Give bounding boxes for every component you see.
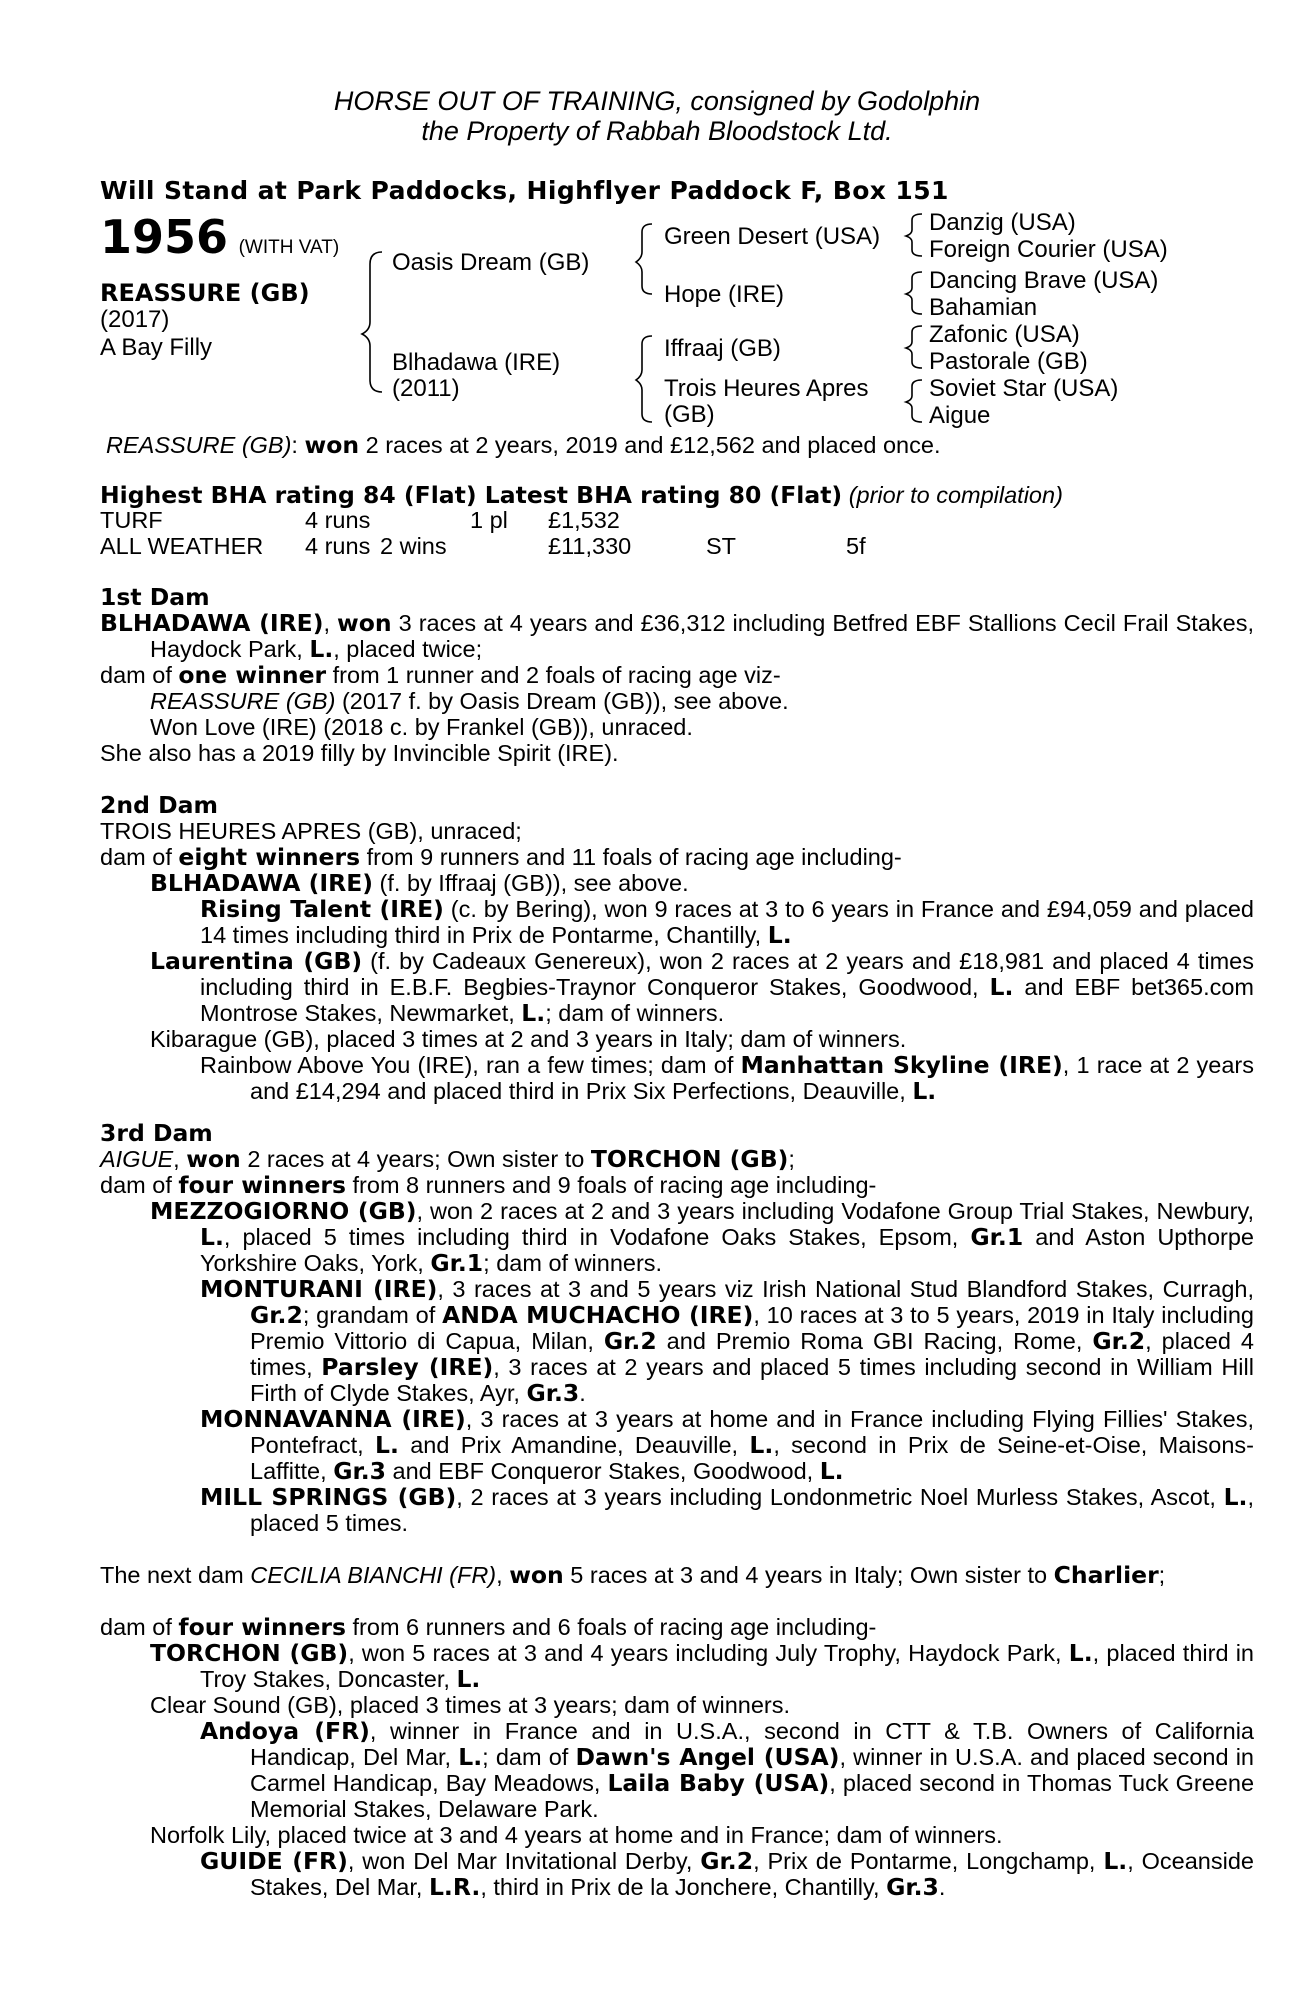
ped-dam-dam-line2: (GB) [664,401,715,428]
bracket-gs2 [906,272,922,314]
ped-dss: Zafonic (USA) [929,321,1080,348]
summary-horse-name: REASSURE (GB) [106,432,292,458]
dam2-entry-5: Rainbow Above You (IRE), ran a few times; dam of Manhattan Skyline (IRE), 1 race at 2 years and £14,294 and placed third in Prix Six Perfections, Deauville, L. [200,1051,1255,1105]
record-aw-distance: 5f [846,533,866,559]
dam4-entry-1: TORCHON (GB), won 5 races at 3 and 4 years including July Trophy, Haydock Park, L., placed third in Troy Stakes, Doncaster, L. [150,1639,1254,1693]
bha-rating: Highest BHA rating 84 (Flat) Latest BHA rating 80 (Flat) (prior to compilation) [100,481,1063,509]
ped-ddd: Aigue [929,402,991,429]
ped-sire-dam: Hope (IRE) [664,281,785,308]
bracket-main [362,252,382,392]
ped-sire: Oasis Dream (GB) [392,249,590,276]
header-line-1: HORSE OUT OF TRAINING, consigned by Godolphin [333,86,981,116]
dam3-heading: 3rd Dam [100,1119,213,1147]
dam2-heading: 2nd Dam [100,791,218,819]
dam3-entry-4: MILL SPRINGS (GB), 2 races at 3 years including Londonmetric Noel Murless Stakes, Ascot, L., placed 5 times. [200,1483,1254,1536]
dam4-entry-4: Norfolk Lily, placed twice at 3 and 4 years at home and in France; dam of winners. [150,1822,1003,1848]
record-aw-going: ST [706,533,737,559]
record-turf-money: £1,532 [548,507,620,533]
ped-dam-dam-line1: Trois Heures Apres [664,375,869,402]
lot-sex: A Bay Filly [100,334,213,361]
stand-location: Will Stand at Park Paddocks, Highflyer Paddock F, Box 151 [100,176,949,205]
dam1-note: She also has a 2019 filly by Invincible Spirit (IRE). [100,740,619,766]
race-summary: REASSURE (GB): won 2 races at 2 years, 2019 and £12,562 and placed once. [106,431,941,459]
dam1-heading: 1st Dam [100,583,210,611]
record-aw-label: ALL WEATHER [100,533,264,559]
dam2-entry-3: Laurentina (GB) (f. by Cadeaux Genereux), won 2 races at 2 years and £18,981 and placed 4 times including third in E.B.F. Begbies-Traynor Conqueror Stakes, Goodwood, L. and EBF bet365.com Montrose Stakes, Newmarket, L.; dam of winners. [150,947,1254,1027]
dam4-entry-2: Clear Sound (GB), placed 3 times at 3 years; dam of winners. [150,1692,791,1718]
dam2-entry-2: Rising Talent (IRE) (c. by Bering), won 9 races at 3 to 6 years in France and £94,059 and placed 14 times including third in Prix de Pontarme, Chantilly, L. [200,895,1254,949]
record-turf-runs: 4 runs [305,507,371,533]
pedigree-brackets [0,0,1314,440]
dam2-entry-1: BLHADAWA (IRE) (f. by Iffraaj (GB)), see above. [150,869,689,897]
dam3-line1: AIGUE, won 2 races at 4 years; Own sister to TORCHON (GB); [100,1145,795,1173]
record-aw-wins: 2 wins [380,533,447,559]
ped-dds: Soviet Star (USA) [929,375,1119,402]
ped-dam-sire: Iffraaj (GB) [664,335,781,362]
dam1-foal-1: REASSURE (GB) (2017 f. by Oasis Dream (GB)), see above. [150,688,789,714]
vat-note: (WITH VAT) [238,237,340,258]
bracket-sire [636,224,652,294]
dam3-entry-3: MONNAVANNA (IRE), 3 races at 3 years at home and in France including Flying Fillies' Stakes, Pontefract, L. and Prix Amandine, Deauville, L., second in Prix de Seine-et-Oise, Maisons-Laffitte, Gr.3 and EBF Conqueror Stakes, Goodwood, L. [200,1405,1254,1485]
ped-sire-sire: Green Desert (USA) [664,223,881,250]
record-turf-label: TURF [100,507,163,533]
ped-sds: Dancing Brave (USA) [929,267,1159,294]
dam4-line1: The next dam CECILIA BIANCHI (FR), won 5 races at 3 and 4 years in Italy; Own sister to Charlier; [100,1561,1166,1589]
record-turf-placed: 1 pl [470,507,508,533]
lot-number: 1956 [100,210,229,264]
dam3-produce: dam of four winners from 8 runners and 9 foals of racing age including- [100,1171,877,1199]
dam4-produce: dam of four winners from 6 runners and 6 foals of racing age including- [100,1613,877,1641]
ped-sss: Danzig (USA) [929,209,1076,236]
lot-year: (2017) [100,306,170,333]
bracket-gs4 [906,380,922,422]
dam1-produce: dam of one winner from 1 runner and 2 foals of racing age viz- [100,661,781,689]
header-line-2: the Property of Rabbah Bloodstock Ltd. [421,116,893,146]
ped-dam-line1: Blhadawa (IRE) [392,349,561,376]
ped-dam-line2: (2011) [392,375,460,402]
dam2-line1: TROIS HEURES APRES (GB), unraced; [100,818,522,844]
ped-ssd: Foreign Courier (USA) [929,236,1168,263]
dam3-entry-2: MONTURANI (IRE), 3 races at 3 and 5 years viz Irish National Stud Blandford Stakes, Curragh, Gr.2; grandam of ANDA MUCHACHO (IRE), 10 races at 3 to 5 years, 2019 in Italy including Premio Vittorio di Capua, Milan, Gr.2 and Premio Roma GBI Racing, Rome, Gr.2, placed 4 times, Parsley (IRE), 3 races at 2 years and placed 5 times including second in William Hill Firth of Clyde Stakes, Ayr, Gr.3. [200,1275,1254,1407]
dam4-entry-5: GUIDE (FR), won Del Mar Invitational Derby, Gr.2, Prix de Pontarme, Longchamp, L., Oceanside Stakes, Del Mar, L.R., third in Prix de la Jonchere, Chantilly, Gr.3. [200,1847,1254,1901]
bracket-dam [636,336,652,422]
dam4-entry-3: Andoya (FR), winner in France and in U.S.A., second in CTT & T.B. Owners of California Handicap, Del Mar, L.; dam of Dawn's Angel (USA), winner in U.S.A. and placed second in Carmel Handicap, Bay Meadows, Laila Baby (USA), placed second in Thomas Tuck Greene Memorial Stakes, Delaware Park. [200,1717,1255,1822]
record-aw-money: £11,330 [548,533,632,559]
record-aw-runs: 4 runs [305,533,371,559]
dam2-produce: dam of eight winners from 9 runners and 11 foals of racing age including- [100,843,902,871]
ped-dsd: Pastorale (GB) [929,348,1088,375]
lot-horse-name: REASSURE (GB) [100,279,310,307]
dam1-foal-2: Won Love (IRE) (2018 c. by Frankel (GB)), unraced. [150,714,693,740]
bracket-gs1 [906,214,922,256]
dam3-entry-1: MEZZOGIORNO (GB), won 2 races at 2 and 3 years including Vodafone Group Trial Stakes, Newbury, L., placed 5 times including third in Vodafone Oaks Stakes, Epsom, Gr.1 and Aston Upthorpe Yorkshire Oaks, York, Gr.1; dam of winners. [150,1197,1255,1277]
dam2-entry-4: Kibarague (GB), placed 3 times at 2 and 3 years in Italy; dam of winners. [150,1026,907,1052]
ped-sdd: Bahamian [929,294,1038,321]
bracket-gs3 [906,326,922,368]
dam1-record: BLHADAWA (IRE), won 3 races at 4 years and £36,312 including Betfred EBF Stallions Cecil Frail Stakes, Haydock Park, L., placed twice; [100,609,1254,663]
